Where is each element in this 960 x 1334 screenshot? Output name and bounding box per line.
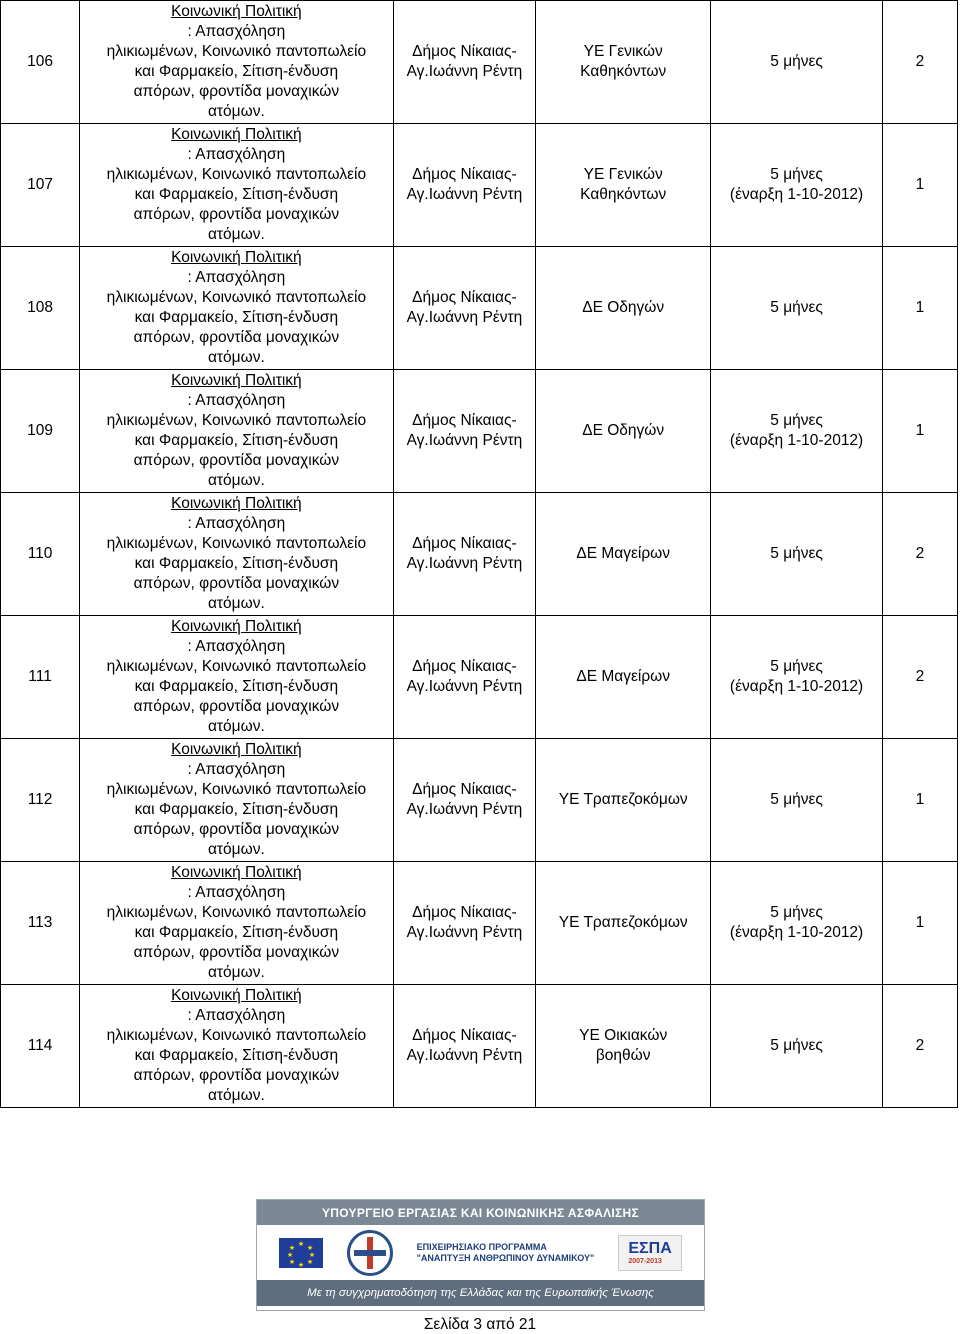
table-row (1, 739, 958, 862)
table-row (1, 493, 958, 616)
cofunding-text: Με τη συγχρηματοδότηση της Ελλάδας και της Ευρωπαϊκής Ένωσης (257, 1280, 704, 1306)
espa-logo (618, 1235, 682, 1271)
position-count: 2 (915, 53, 925, 70)
banner-logos (257, 1225, 704, 1280)
municipality-line: Δήμος Νίκαιας- (412, 658, 517, 675)
position-count: 1 (915, 176, 925, 193)
description-line: ατόμων. (207, 964, 265, 981)
description-line (84, 740, 388, 780)
row-id-cell (1, 493, 80, 616)
policy-link[interactable]: Κοινωνική Πολιτική (171, 741, 302, 758)
duration-line: 5 μήνες (770, 658, 823, 675)
description-line: και Φαρμακείο, Σίτιση-ένδυση (134, 678, 339, 695)
count-cell (882, 862, 957, 985)
duration-cell (711, 247, 883, 370)
municipality-line: Αγ.Ιωάννη Ρέντη (406, 924, 523, 941)
row-id-cell (1, 1, 80, 124)
specialty-cell (536, 493, 711, 616)
specialty-cell (536, 247, 711, 370)
duration-line: 5 μήνες (770, 299, 823, 316)
description-line: απόρων, φροντίδα μοναχικών (133, 452, 340, 469)
municipality-cell (393, 1, 536, 124)
specialty-line: ΥΕ Γενικών (583, 166, 663, 183)
duration-line: (έναρξη 1-10-2012) (729, 924, 864, 941)
row-id: 114 (27, 1037, 53, 1054)
description-line: ατόμων. (207, 226, 265, 243)
municipality-line: Δήμος Νίκαιας- (412, 904, 517, 921)
description-line: ηλικιωμένων, Κοινωνικό παντοπωλείο (106, 1027, 367, 1044)
policy-link[interactable]: Κοινωνική Πολιτική (171, 372, 302, 389)
municipality-line: Δήμος Νίκαιας- (412, 781, 517, 798)
row-id: 107 (27, 176, 53, 193)
position-count: 2 (915, 1037, 925, 1054)
description-line: ατόμων. (207, 472, 265, 489)
policy-link[interactable]: Κοινωνική Πολιτική (171, 864, 302, 881)
description-line: και Φαρμακείο, Σίτιση-ένδυση (134, 924, 339, 941)
specialty-line: ΔΕ Οδηγών (582, 299, 665, 316)
specialty-line: ΔΕ Οδηγών (582, 422, 665, 439)
description-line: ηλικιωμένων, Κοινωνικό παντοπωλείο (106, 166, 367, 183)
policy-link[interactable]: Κοινωνική Πολιτική (171, 495, 302, 512)
row-id-cell (1, 247, 80, 370)
row-id: 110 (27, 545, 53, 562)
municipality-cell (393, 247, 536, 370)
specialty-line: Καθηκόντων (580, 63, 667, 80)
description-line: ηλικιωμένων, Κοινωνικό παντοπωλείο (106, 289, 367, 306)
municipality-line: Αγ.Ιωάννη Ρέντη (406, 63, 523, 80)
table-row (1, 247, 958, 370)
description-line: και Φαρμακείο, Σίτιση-ένδυση (134, 63, 339, 80)
row-id-cell (1, 370, 80, 493)
count-cell (882, 985, 957, 1108)
municipality-line: Δήμος Νίκαιας- (412, 166, 517, 183)
position-count: 1 (915, 422, 925, 439)
program-name (417, 1242, 595, 1264)
espa-label: ΕΣΠΑ (628, 1240, 672, 1257)
description-line (84, 494, 388, 534)
description-text: : Απασχόληση (187, 23, 286, 40)
row-id: 111 (28, 668, 52, 685)
municipality-cell (393, 616, 536, 739)
description-cell (80, 1, 393, 124)
specialty-line: Καθηκόντων (580, 186, 667, 203)
municipality-cell (393, 739, 536, 862)
description-line: ατόμων. (207, 349, 265, 366)
municipality-cell (393, 124, 536, 247)
description-line: ατόμων. (207, 841, 265, 858)
description-line: ατόμων. (207, 103, 265, 120)
duration-cell (711, 493, 883, 616)
municipality-line: Δήμος Νίκαιας- (412, 535, 517, 552)
description-line (84, 986, 388, 1026)
description-text: : Απασχόληση (187, 1007, 286, 1024)
municipality-cell (393, 370, 536, 493)
count-cell (882, 247, 957, 370)
description-cell (80, 739, 393, 862)
description-line: απόρων, φροντίδα μοναχικών (133, 698, 340, 715)
policy-link[interactable]: Κοινωνική Πολιτική (171, 3, 302, 20)
description-line: απόρων, φροντίδα μοναχικών (133, 329, 340, 346)
municipality-cell (393, 493, 536, 616)
description-cell (80, 247, 393, 370)
count-cell (882, 739, 957, 862)
count-cell (882, 1, 957, 124)
page-number: Σελίδα 3 από 21 (423, 1316, 537, 1333)
row-id: 112 (27, 791, 53, 808)
row-id-cell (1, 739, 80, 862)
row-id-cell (1, 124, 80, 247)
duration-line: 5 μήνες (770, 904, 823, 921)
row-id-cell (1, 616, 80, 739)
duration-line: 5 μήνες (770, 53, 823, 70)
duration-line: 5 μήνες (770, 545, 823, 562)
description-line (84, 2, 388, 42)
duration-line: 5 μήνες (770, 791, 823, 808)
description-line: ηλικιωμένων, Κοινωνικό παντοπωλείο (106, 535, 367, 552)
specialty-cell (536, 370, 711, 493)
specialty-cell (536, 616, 711, 739)
duration-line: 5 μήνες (770, 1037, 823, 1054)
policy-link[interactable]: Κοινωνική Πολιτική (171, 987, 302, 1004)
description-line (84, 248, 388, 288)
municipality-line: Αγ.Ιωάννη Ρέντη (406, 309, 523, 326)
specialty-cell (536, 985, 711, 1108)
row-id: 106 (27, 53, 53, 70)
description-text: : Απασχόληση (187, 884, 286, 901)
description-line (84, 371, 388, 411)
description-text: : Απασχόληση (187, 392, 286, 409)
municipality-cell (393, 985, 536, 1108)
description-line: και Φαρμακείο, Σίτιση-ένδυση (134, 186, 339, 203)
specialty-line: ΔΕ Μαγείρων (576, 668, 671, 685)
description-text: : Απασχόληση (187, 146, 286, 163)
municipality-line: Αγ.Ιωάννη Ρέντη (406, 186, 523, 203)
specialty-line: ΥΕ Τραπεζοκόμων (558, 791, 688, 808)
program-logo-icon (347, 1230, 393, 1276)
description-cell (80, 985, 393, 1108)
description-line: και Φαρμακείο, Σίτιση-ένδυση (134, 432, 339, 449)
description-cell (80, 124, 393, 247)
description-line: ηλικιωμένων, Κοινωνικό παντοπωλείο (106, 412, 367, 429)
policy-link[interactable]: Κοινωνική Πολιτική (171, 126, 302, 143)
position-count: 2 (915, 668, 925, 685)
table-row (1, 616, 958, 739)
espa-years: 2007-2013 (628, 1258, 662, 1265)
policy-link[interactable]: Κοινωνική Πολιτική (171, 618, 302, 635)
description-text: : Απασχόληση (187, 638, 286, 655)
description-line (84, 125, 388, 165)
banner-title: ΥΠΟΥΡΓΕΙΟ ΕΡΓΑΣΙΑΣ ΚΑΙ ΚΟΙΝΩΝΙΚΗΣ ΑΣΦΑΛΙΣΗΣ (257, 1200, 704, 1225)
description-line: και Φαρμακείο, Σίτιση-ένδυση (134, 1047, 339, 1064)
specialty-cell (536, 739, 711, 862)
description-line (84, 617, 388, 657)
positions-table-body (1, 1, 958, 1108)
description-cell (80, 493, 393, 616)
description-line: ηλικιωμένων, Κοινωνικό παντοπωλείο (106, 43, 367, 60)
specialty-line: ΔΕ Μαγείρων (576, 545, 671, 562)
description-line: ηλικιωμένων, Κοινωνικό παντοπωλείο (106, 658, 367, 675)
duration-cell (711, 1, 883, 124)
table-row (1, 862, 958, 985)
position-count: 1 (915, 791, 925, 808)
specialty-line: ΥΕ Οικιακών (579, 1027, 668, 1044)
duration-line: 5 μήνες (770, 166, 823, 183)
description-line: απόρων, φροντίδα μοναχικών (133, 1067, 340, 1084)
municipality-line: Αγ.Ιωάννη Ρέντη (406, 555, 523, 572)
duration-line: 5 μήνες (770, 412, 823, 429)
table-row (1, 370, 958, 493)
count-cell (882, 370, 957, 493)
description-line: ηλικιωμένων, Κοινωνικό παντοπωλείο (106, 904, 367, 921)
municipality-line: Αγ.Ιωάννη Ρέντη (406, 432, 523, 449)
row-id-cell (1, 862, 80, 985)
description-line: ατόμων. (207, 595, 265, 612)
municipality-line: Δήμος Νίκαιας- (412, 1027, 517, 1044)
municipality-cell (393, 862, 536, 985)
description-text: : Απασχόληση (187, 515, 286, 532)
description-line: απόρων, φροντίδα μοναχικών (133, 206, 340, 223)
specialty-cell (536, 124, 711, 247)
description-line: και Φαρμακείο, Σίτιση-ένδυση (134, 555, 339, 572)
description-line: και Φαρμακείο, Σίτιση-ένδυση (134, 801, 339, 818)
specialty-line: ΥΕ Γενικών (583, 43, 663, 60)
row-id-cell (1, 985, 80, 1108)
description-line: ατόμων. (207, 1087, 265, 1104)
description-text: : Απασχόληση (187, 761, 286, 778)
policy-link[interactable]: Κοινωνική Πολιτική (171, 249, 302, 266)
duration-cell (711, 616, 883, 739)
municipality-line: Αγ.Ιωάννη Ρέντη (406, 801, 523, 818)
row-id: 113 (27, 914, 53, 931)
program-line-2: "ΑΝΑΠΤΥΞΗ ΑΝΘΡΩΠΙΝΟΥ ΔΥΝΑΜΙΚΟΥ" (416, 1252, 595, 1263)
municipality-line: Αγ.Ιωάννη Ρέντη (406, 678, 523, 695)
specialty-line: ΥΕ Τραπεζοκόμων (558, 914, 688, 931)
program-line-1: ΕΠΙΧΕΙΡΗΣΙΑΚΟ ΠΡΟΓΡΑΜΜΑ (416, 1241, 547, 1252)
description-line: απόρων, φροντίδα μοναχικών (133, 821, 340, 838)
count-cell (882, 493, 957, 616)
municipality-line: Δήμος Νίκαιας- (412, 412, 517, 429)
description-line: ηλικιωμένων, Κοινωνικό παντοπωλείο (106, 781, 367, 798)
count-cell (882, 616, 957, 739)
position-count: 1 (915, 914, 925, 931)
duration-cell (711, 985, 883, 1108)
position-count: 1 (915, 299, 925, 316)
municipality-line: Δήμος Νίκαιας- (412, 43, 517, 60)
specialty-line: βοηθών (595, 1047, 651, 1064)
position-count: 2 (915, 545, 925, 562)
description-line (84, 863, 388, 903)
count-cell (882, 124, 957, 247)
table-row (1, 985, 958, 1108)
description-line: απόρων, φροντίδα μοναχικών (133, 575, 340, 592)
description-line: και Φαρμακείο, Σίτιση-ένδυση (134, 309, 339, 326)
description-text: : Απασχόληση (187, 269, 286, 286)
row-id: 108 (27, 299, 53, 316)
description-cell (80, 862, 393, 985)
eu-flag-icon: ★ ★ ★ ★ ★ ★ ★ ★ (279, 1238, 323, 1268)
municipality-line: Αγ.Ιωάννη Ρέντη (406, 1047, 523, 1064)
duration-cell (711, 124, 883, 247)
description-line: απόρων, φροντίδα μοναχικών (133, 944, 340, 961)
specialty-cell (536, 862, 711, 985)
ministry-banner (256, 1199, 705, 1311)
table-row (1, 1, 958, 124)
description-line: ατόμων. (207, 718, 265, 735)
duration-line: (έναρξη 1-10-2012) (729, 432, 864, 449)
description-line: απόρων, φροντίδα μοναχικών (133, 83, 340, 100)
duration-cell (711, 862, 883, 985)
description-cell (80, 370, 393, 493)
table-row (1, 124, 958, 247)
description-cell (80, 616, 393, 739)
duration-line: (έναρξη 1-10-2012) (729, 678, 864, 695)
duration-cell (711, 739, 883, 862)
municipality-line: Δήμος Νίκαιας- (412, 289, 517, 306)
duration-cell (711, 370, 883, 493)
specialty-cell (536, 1, 711, 124)
duration-line: (έναρξη 1-10-2012) (729, 186, 864, 203)
row-id: 109 (27, 422, 53, 439)
